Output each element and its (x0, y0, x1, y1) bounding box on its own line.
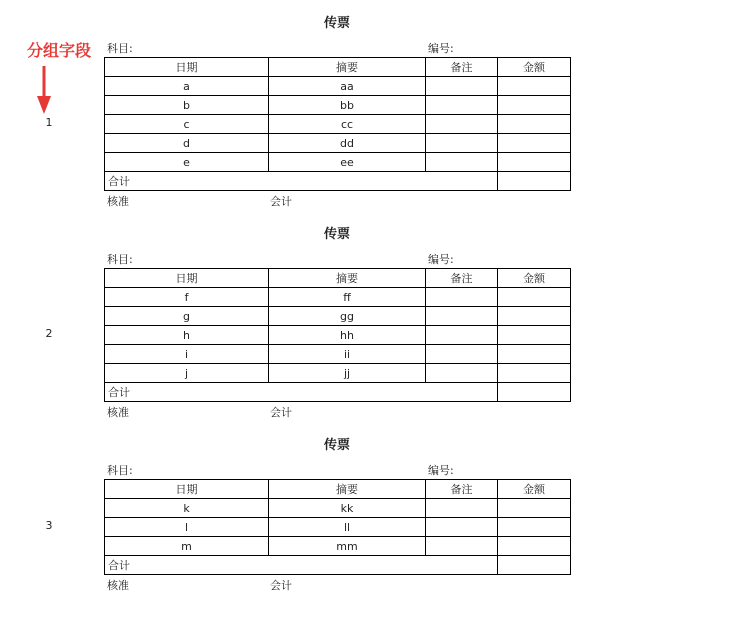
amount-cell (498, 326, 571, 345)
table-row (105, 364, 571, 383)
total-label: 合计 (105, 383, 498, 402)
voucher-title: 传票 (323, 16, 350, 31)
subject-label: 科目: (107, 42, 133, 55)
date-cell: f (105, 288, 269, 307)
column-header: 日期 (105, 58, 269, 77)
amount-cell (498, 364, 571, 383)
subject-label: 科目: (107, 253, 133, 266)
amount-cell (498, 96, 571, 115)
summary-cell: bb (269, 96, 426, 115)
total-row (105, 172, 571, 191)
group-field-annotation: 分组字段 (27, 41, 92, 60)
summary-cell: dd (269, 134, 426, 153)
remark-cell (426, 96, 498, 115)
group-number: 3 (45, 518, 53, 532)
total-amount-cell (498, 172, 571, 191)
summary-cell: mm (269, 537, 426, 556)
number-label: 编号: (428, 464, 454, 477)
summary-cell: kk (269, 499, 426, 518)
column-header: 摘要 (269, 58, 426, 77)
remark-cell (426, 307, 498, 326)
summary-cell: gg (269, 307, 426, 326)
column-header: 日期 (105, 480, 269, 499)
column-header: 备注 (426, 58, 498, 77)
summary-cell: ii (269, 345, 426, 364)
date-cell: d (105, 134, 269, 153)
column-header: 摘要 (269, 269, 426, 288)
table-row (105, 115, 571, 134)
column-header: 金额 (498, 58, 571, 77)
number-label: 编号: (428, 42, 454, 55)
date-cell: b (105, 96, 269, 115)
approve-label: 核准 (107, 406, 129, 419)
table-row (105, 288, 571, 307)
total-label: 合计 (105, 172, 498, 191)
remark-cell (426, 345, 498, 364)
amount-cell (498, 518, 571, 537)
summary-cell: hh (269, 326, 426, 345)
table-row (105, 499, 571, 518)
accountant-label: 会计 (270, 406, 292, 419)
column-header: 备注 (426, 480, 498, 499)
column-header: 备注 (426, 269, 498, 288)
column-header: 金额 (498, 269, 571, 288)
table-row (105, 326, 571, 345)
table-header-row (105, 58, 571, 77)
summary-cell: cc (269, 115, 426, 134)
summary-cell: ff (269, 288, 426, 307)
date-cell: k (105, 499, 269, 518)
total-amount-cell (498, 556, 571, 575)
summary-cell: aa (269, 77, 426, 96)
amount-cell (498, 345, 571, 364)
date-cell: h (105, 326, 269, 345)
table-row (105, 77, 571, 96)
voucher-table (104, 57, 571, 191)
summary-cell: ll (269, 518, 426, 537)
amount-cell (498, 499, 571, 518)
voucher-table (104, 479, 571, 575)
amount-cell (498, 115, 571, 134)
remark-cell (426, 326, 498, 345)
voucher-title: 传票 (323, 438, 350, 453)
column-header: 日期 (105, 269, 269, 288)
table-row (105, 345, 571, 364)
table-row (105, 134, 571, 153)
date-cell: e (105, 153, 269, 172)
date-cell: a (105, 77, 269, 96)
amount-cell (498, 288, 571, 307)
summary-cell: jj (269, 364, 426, 383)
table-header-row (105, 269, 571, 288)
date-cell: g (105, 307, 269, 326)
accountant-label: 会计 (270, 195, 292, 208)
remark-cell (426, 537, 498, 556)
remark-cell (426, 115, 498, 134)
number-label: 编号: (428, 253, 454, 266)
date-cell: m (105, 537, 269, 556)
column-header: 摘要 (269, 480, 426, 499)
summary-cell: ee (269, 153, 426, 172)
total-row (105, 556, 571, 575)
remark-cell (426, 364, 498, 383)
table-row (105, 307, 571, 326)
group-number: 1 (45, 115, 53, 129)
amount-cell (498, 537, 571, 556)
accountant-label: 会计 (270, 579, 292, 592)
date-cell: j (105, 364, 269, 383)
remark-cell (426, 499, 498, 518)
date-cell: c (105, 115, 269, 134)
remark-cell (426, 153, 498, 172)
arrow-down-icon (36, 66, 52, 116)
subject-label: 科目: (107, 464, 133, 477)
voucher-table (104, 268, 571, 402)
date-cell: l (105, 518, 269, 537)
table-row (105, 518, 571, 537)
table-row (105, 537, 571, 556)
amount-cell (498, 77, 571, 96)
remark-cell (426, 134, 498, 153)
amount-cell (498, 307, 571, 326)
voucher-title: 传票 (323, 227, 350, 242)
amount-cell (498, 153, 571, 172)
approve-label: 核准 (107, 195, 129, 208)
total-amount-cell (498, 383, 571, 402)
table-header-row (105, 480, 571, 499)
remark-cell (426, 518, 498, 537)
amount-cell (498, 134, 571, 153)
table-row (105, 153, 571, 172)
remark-cell (426, 288, 498, 307)
total-label: 合计 (105, 556, 498, 575)
table-row (105, 96, 571, 115)
approve-label: 核准 (107, 579, 129, 592)
total-row (105, 383, 571, 402)
date-cell: i (105, 345, 269, 364)
column-header: 金额 (498, 480, 571, 499)
group-number: 2 (45, 326, 53, 340)
remark-cell (426, 77, 498, 96)
